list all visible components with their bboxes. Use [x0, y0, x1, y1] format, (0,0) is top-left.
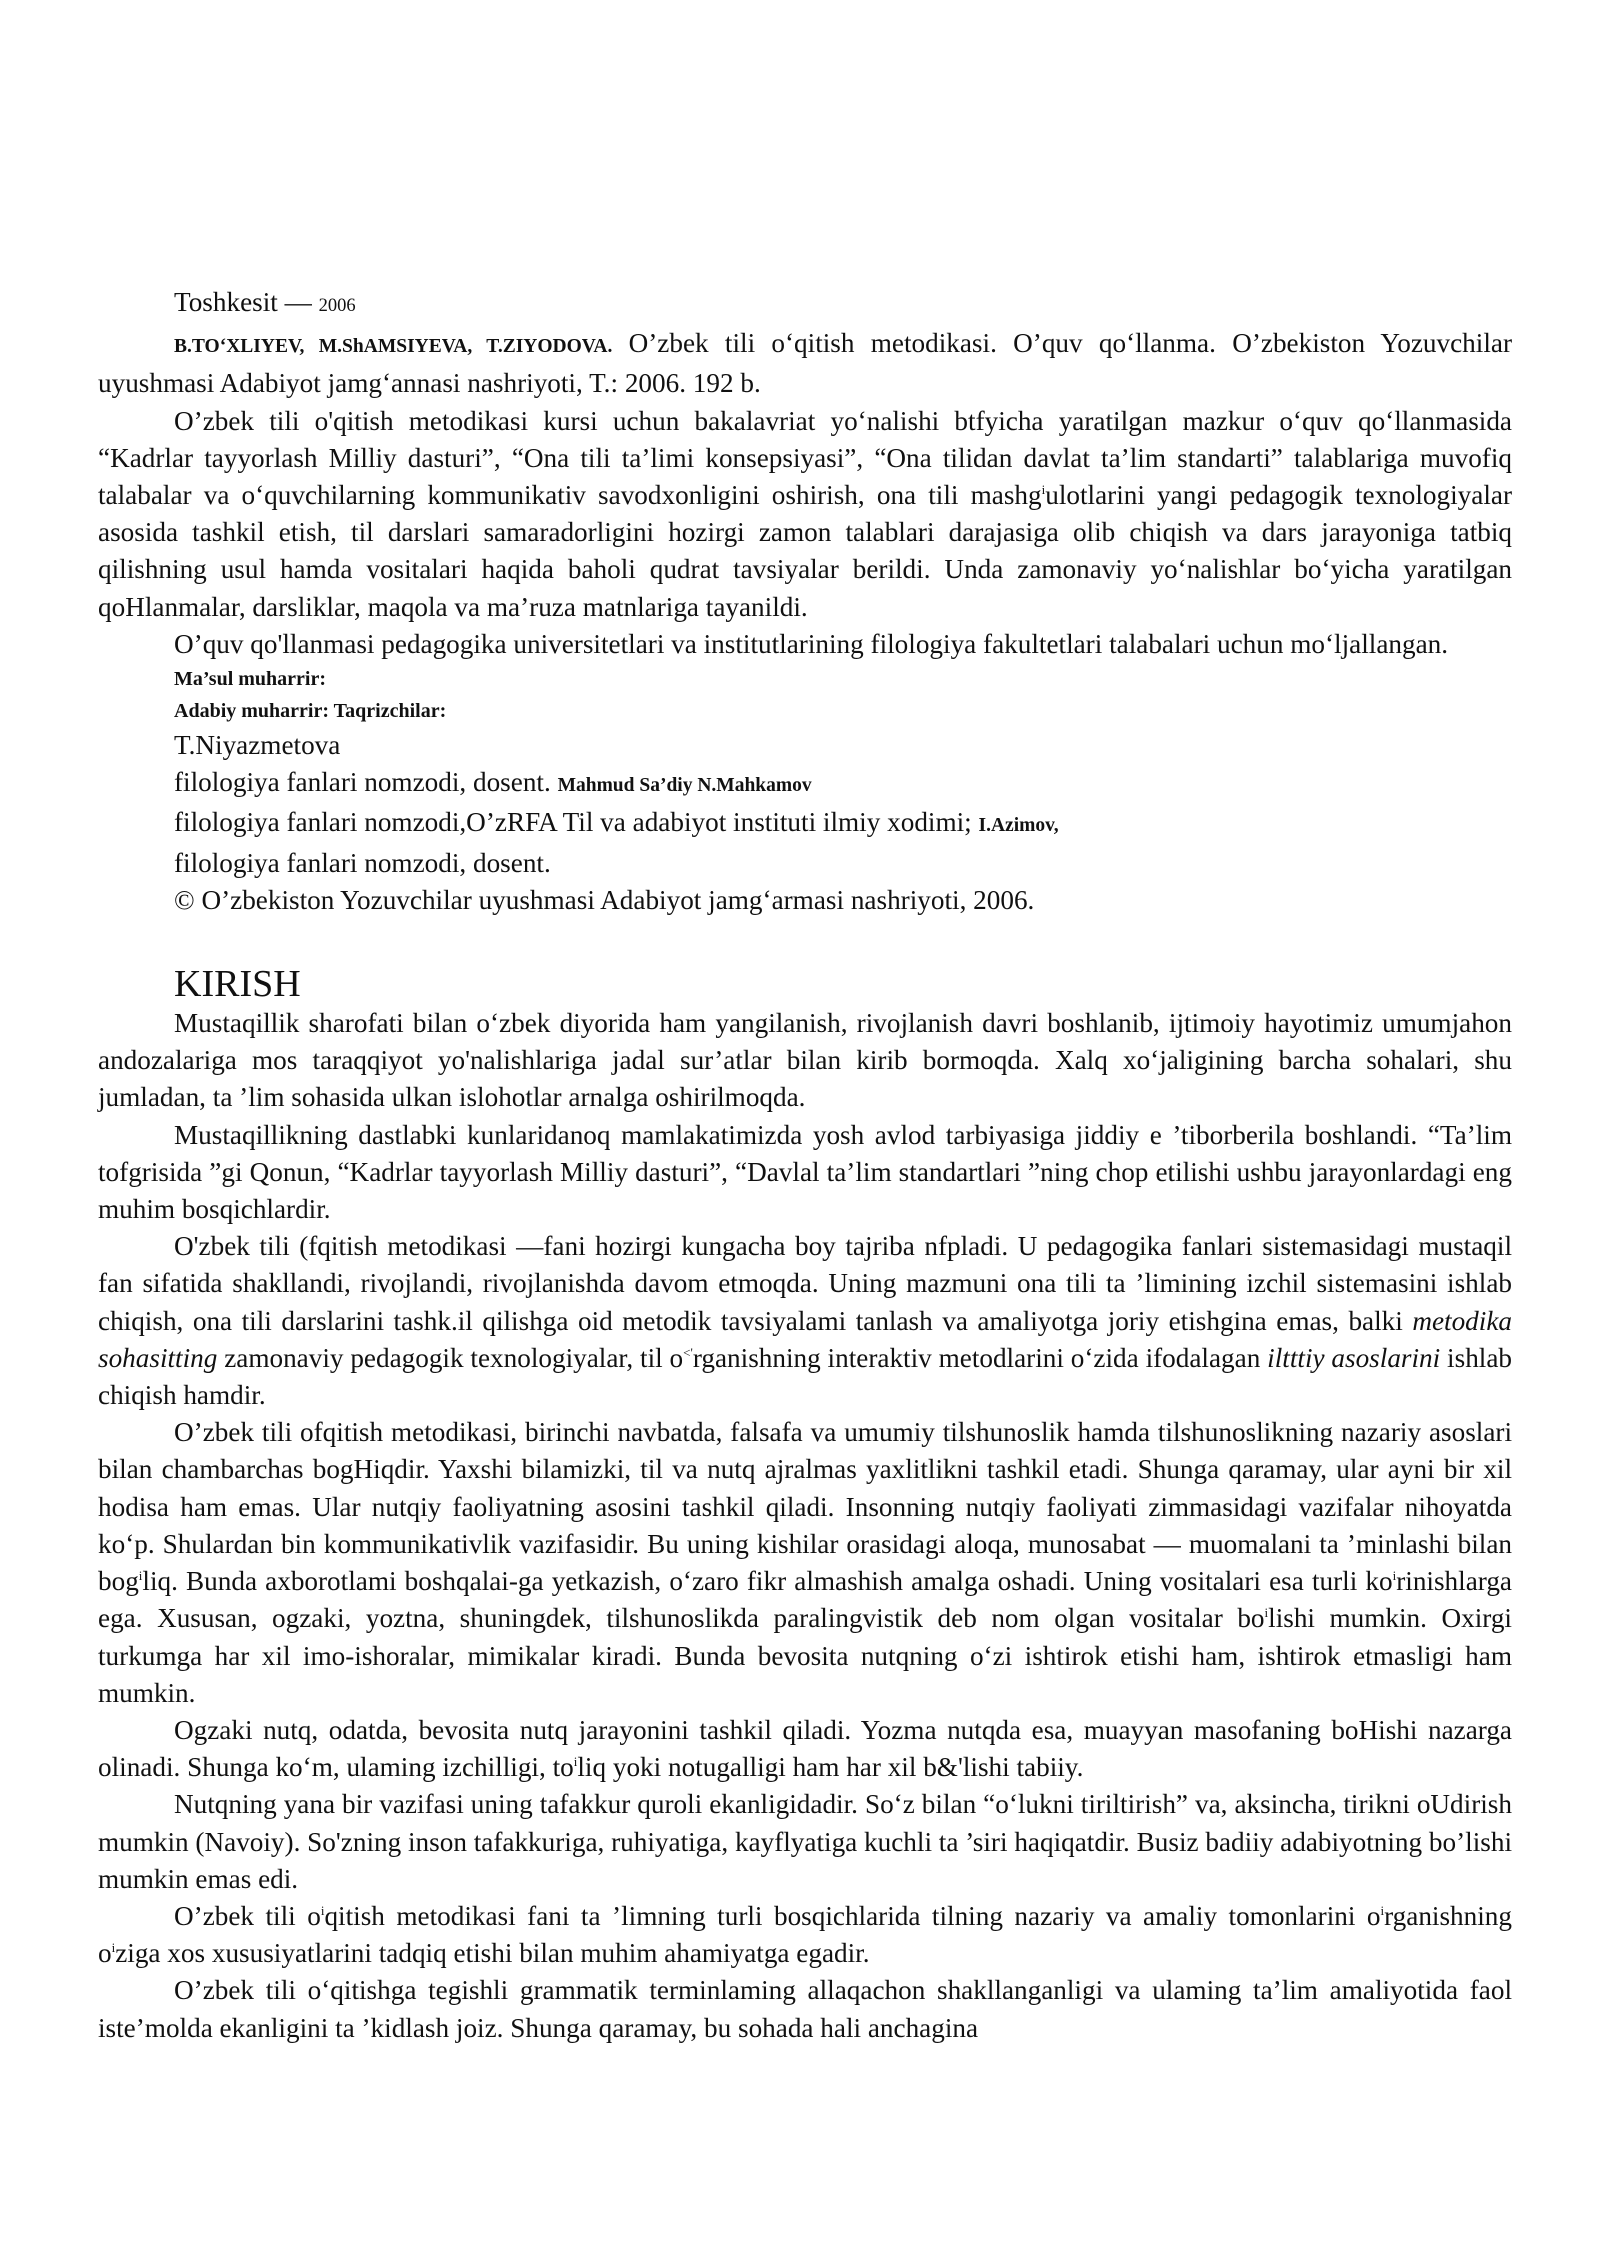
superscript-mark: i: [138, 1568, 143, 1584]
text-run: Ogzaki nutq, odatda, bevosita nutq jarayonini tashkil qiladi. Yozma nutqda esa, muayyan masofaning boHishi nazarga olinadi. Shunga ko‘m, ulaming izchilligi, to: [98, 1714, 1512, 1783]
imprint-place: Toshkesit —: [174, 287, 312, 317]
text-run: ziga xos xususiyatlarini tadqiq etishi bilan muhim ahamiyatga egadir.: [115, 1938, 870, 1969]
editor-credit-line: [98, 764, 1512, 804]
section-heading-kirish: KIRISH: [174, 963, 301, 1006]
citation-paragraph: [98, 325, 1512, 402]
italic-run: metodika sohasitting: [98, 1305, 1512, 1373]
abstract-paragraph-2: O’quv qo'llanmasi pedagogika universitetlari va institutlarining filologiya fakultetlari talabalari uchun mo‘ljallangan.: [174, 628, 1449, 659]
superscript-mark: <': [683, 1344, 693, 1360]
italic-run: iltttiy asoslarini: [1267, 1342, 1441, 1373]
text-run: ishlab chiqish hamdir.: [98, 1342, 1512, 1411]
intro-paragraph-4: [98, 1414, 1512, 1712]
text-run: liq. Bunda axborotlami boshqalai-ga yetkazish, o‘zaro fikr almashish amalga oshadi. Uning vositalari esa turli ko: [142, 1566, 1393, 1597]
reviewer1-credit-line: [98, 804, 1512, 844]
text-run: liq yoki notugalligi ham har xil b&'lishi tabiiy.: [577, 1752, 1084, 1783]
superscript-mark: i: [111, 1940, 116, 1956]
text-run: O'zbek tili (fqitish metodikasi —fani hozirgi kungacha boy tajriba nfpladi. U pedagogika fanlari sistemasidagi mustaqil fan sifatida shakllandi, rivojlandi, rivojlanishda davom etmoqda. Uning mazmuni ona tili ta ’limining izchil sistemasini ishlab chiqish, ona tili darslarini tashk.il qilishga oid metodik tavsiyalami tanlash va amaliyotga joriy etishgina emas, balki: [98, 1231, 1512, 1336]
text-run: O’zbek tili ofqitish metodikasi, birinchi navbatda, falsafa va umumiy tilshunoslik hamda tilshunoslikning nazariy asoslari bilan chambarchas bogHiqdir. Yaxshi bilamizki, til va nutq ajralmas yaxlitlikni tashkil etadi. Shunga qaramay, ular ayni bir xil hodisa ham emas. Ular nutqiy faoliyatning asosini tashkil qiladi. Insonning nutqiy faoliyati zimmasidagi vazifalar nihoyatda ko‘p. Shulardan bin kommunikativlik vazifasidir. Bu uning kishilar orasidagi aloqa, munosabat — muomalani ta ’minlashi bilan bog: [98, 1417, 1512, 1597]
intro-paragraph-6: Nutqning yana bir vazifasi uning tafakkur quroli ekanligidadir. So‘z bilan “o‘lukni tiriltirish” va, aksincha, tirikni oUdirish mumkin (Navoiy). So'zning inson tafakkuriga, ruhiyatiga, kayflyatiga kuchli ta ’siri haqiqatdir. Busiz badiiy adabiyotning bo’lishi mumkin emas edi.: [98, 1789, 1512, 1894]
reviewer2-name: I.Azimov,: [978, 815, 1059, 837]
reviewer1-name: Mahmud Sa’diy N.Mahkamov: [557, 775, 812, 797]
text-run: zamonaviy pedagogik texnologiyalar, til o: [217, 1342, 684, 1373]
text-run: lishi mumkin. Oxirgi turkumga har xil imo-ishoralar, mimikalar kiradi. Bunda bevosita nutqning o‘zi ishtirok etishi ham, ishtirok etmasligi ham mumkin.: [98, 1603, 1512, 1708]
abstract-paragraph-1: [98, 403, 1512, 626]
text-run: qitish metodikasi fani ta ’limning turli bosqichlarida tilning nazariy va amaliy tomonlarini o: [324, 1900, 1381, 1931]
editor1-title: filologiya fanlari nomzodi, dosent.: [174, 767, 551, 798]
text-run: rganishning o: [98, 1900, 1512, 1969]
abstract-text: O’zbek tili o'qitish metodikasi kursi uchun bakalavriat yo‘nalishi btfyicha yaratilgan mazkur o‘quv qo‘llanmasida “Kadrlar tayyorlash Milliy dasturi”, “Ona tili ta’limi konsepsiyasi”, “Ona tilidan davlat ta’lim standarti” talablariga muvofiq talabalar va o‘quvchilarning kommunikativ savodxonligini oshirish, ona tili mashg: [98, 405, 1512, 511]
text-run: rinishlarga ega. Xususan, ogzaki, yoztna, shuningdek, tilshunoslikda paralingvistik deb nom olgan vositalar bo: [98, 1566, 1512, 1634]
superscript-mark: i: [1380, 1902, 1385, 1918]
superscript-mark: i: [1264, 1605, 1269, 1621]
intro-paragraph-3: [98, 1228, 1512, 1414]
editor-name: T.Niyazmetova: [174, 730, 341, 761]
superscript-mark: i: [1041, 481, 1046, 497]
imprint-year: 2006: [318, 296, 356, 316]
text-run: rganishning interaktiv metodlarini o‘zida ifodalagan: [692, 1342, 1268, 1373]
literary-editor-label: Adabiy muharrir: Taqrizchilar:: [174, 700, 447, 723]
intro-paragraph-7: [98, 1898, 1512, 1972]
intro-paragraph-8: O’zbek tili o‘qitishga tegishli grammatik terminlaming allaqachon shakllanganligi va ulaming ta’lim amaliyotida faol iste’molda ekanligini ta ’kidlash joiz. Shunga qaramay, bu sohada hali anchagina: [98, 1975, 1512, 2043]
authors: B.TO‘XLIYEV, M.ShAMSIYEVA, T.ZIYODOVA.: [174, 336, 613, 358]
copyright-line: © O’zbekiston Yozuvchilar uyushmasi Adabiyot jamg‘armasi nashriyoti, 2006.: [174, 884, 1035, 915]
citation-text: O’zbek tili o‘qitish metodikasi. O’quv qo‘llanma. O’zbekiston Yozuvchilar uyushmasi Adabiyot jamg‘annasi nashriyoti, T.: 2006. 192 b.: [98, 328, 1512, 399]
text-run: O’zbek tili o: [174, 1900, 321, 1931]
superscript-mark: i: [1392, 1568, 1397, 1584]
responsible-editor-label: Ma’sul muharrir:: [174, 668, 327, 691]
superscript-mark: i: [573, 1754, 578, 1770]
superscript-mark: i: [320, 1902, 325, 1918]
reviewer1-title: filologiya fanlari nomzodi,O’zRFA Til va adabiyot instituti ilmiy xodimi;: [174, 807, 972, 838]
imprint-place-line: [98, 284, 1512, 325]
intro-paragraph-2: Mustaqillikning dastlabki kunlaridanoq mamlakatimizda yosh avlod tarbiyasiga jiddiy e ’tiborberila boshlandi. “Ta’lim tofgrisida ”gi Qonun, “Kadrlar tayyorlash Milliy dasturi”, “Davlal ta’lim standartlari ”ning chop etilishi ushbu jarayonlardagi eng muhim bosqichlardir.: [98, 1119, 1512, 1225]
intro-paragraph-5: [98, 1712, 1512, 1786]
intro-paragraph-1: Mustaqillik sharofati bilan o‘zbek diyorida ham yangilanish, rivojlanish davri boshlanib, ijtimoiy hayotimiz umumjahon andozalariga mos taraqqiyot yo'nalishlariga jadal sur’atlar bilan kirib bormoqda. Xalq xo‘jaligining barcha sohalari, shu jumladan, ta ’lim sohasida ulkan islohotlar arnalga oshirilmoqda.: [98, 1008, 1512, 1113]
reviewer2-title: filologiya fanlari nomzodi, dosent.: [174, 847, 551, 878]
document-page: [98, 284, 1512, 2047]
abstract-text-rest: ulotlarini yangi pedagogik texnologiyalar asosida tashkil etish, til darslari samaradorligini hozirgi zamon talablari darajasiga olib chiqish va dars jarayoniga tatbiq qilishning usul hamda vositalari haqida baholi qudrat tavsiyalar berildi. Unda zamonaviy yo‘nalishlar bo‘yicha yaratilgan qoHlanmalar, darsliklar, maqola va ma’ruza matnlariga tayanildi.: [98, 480, 1513, 622]
